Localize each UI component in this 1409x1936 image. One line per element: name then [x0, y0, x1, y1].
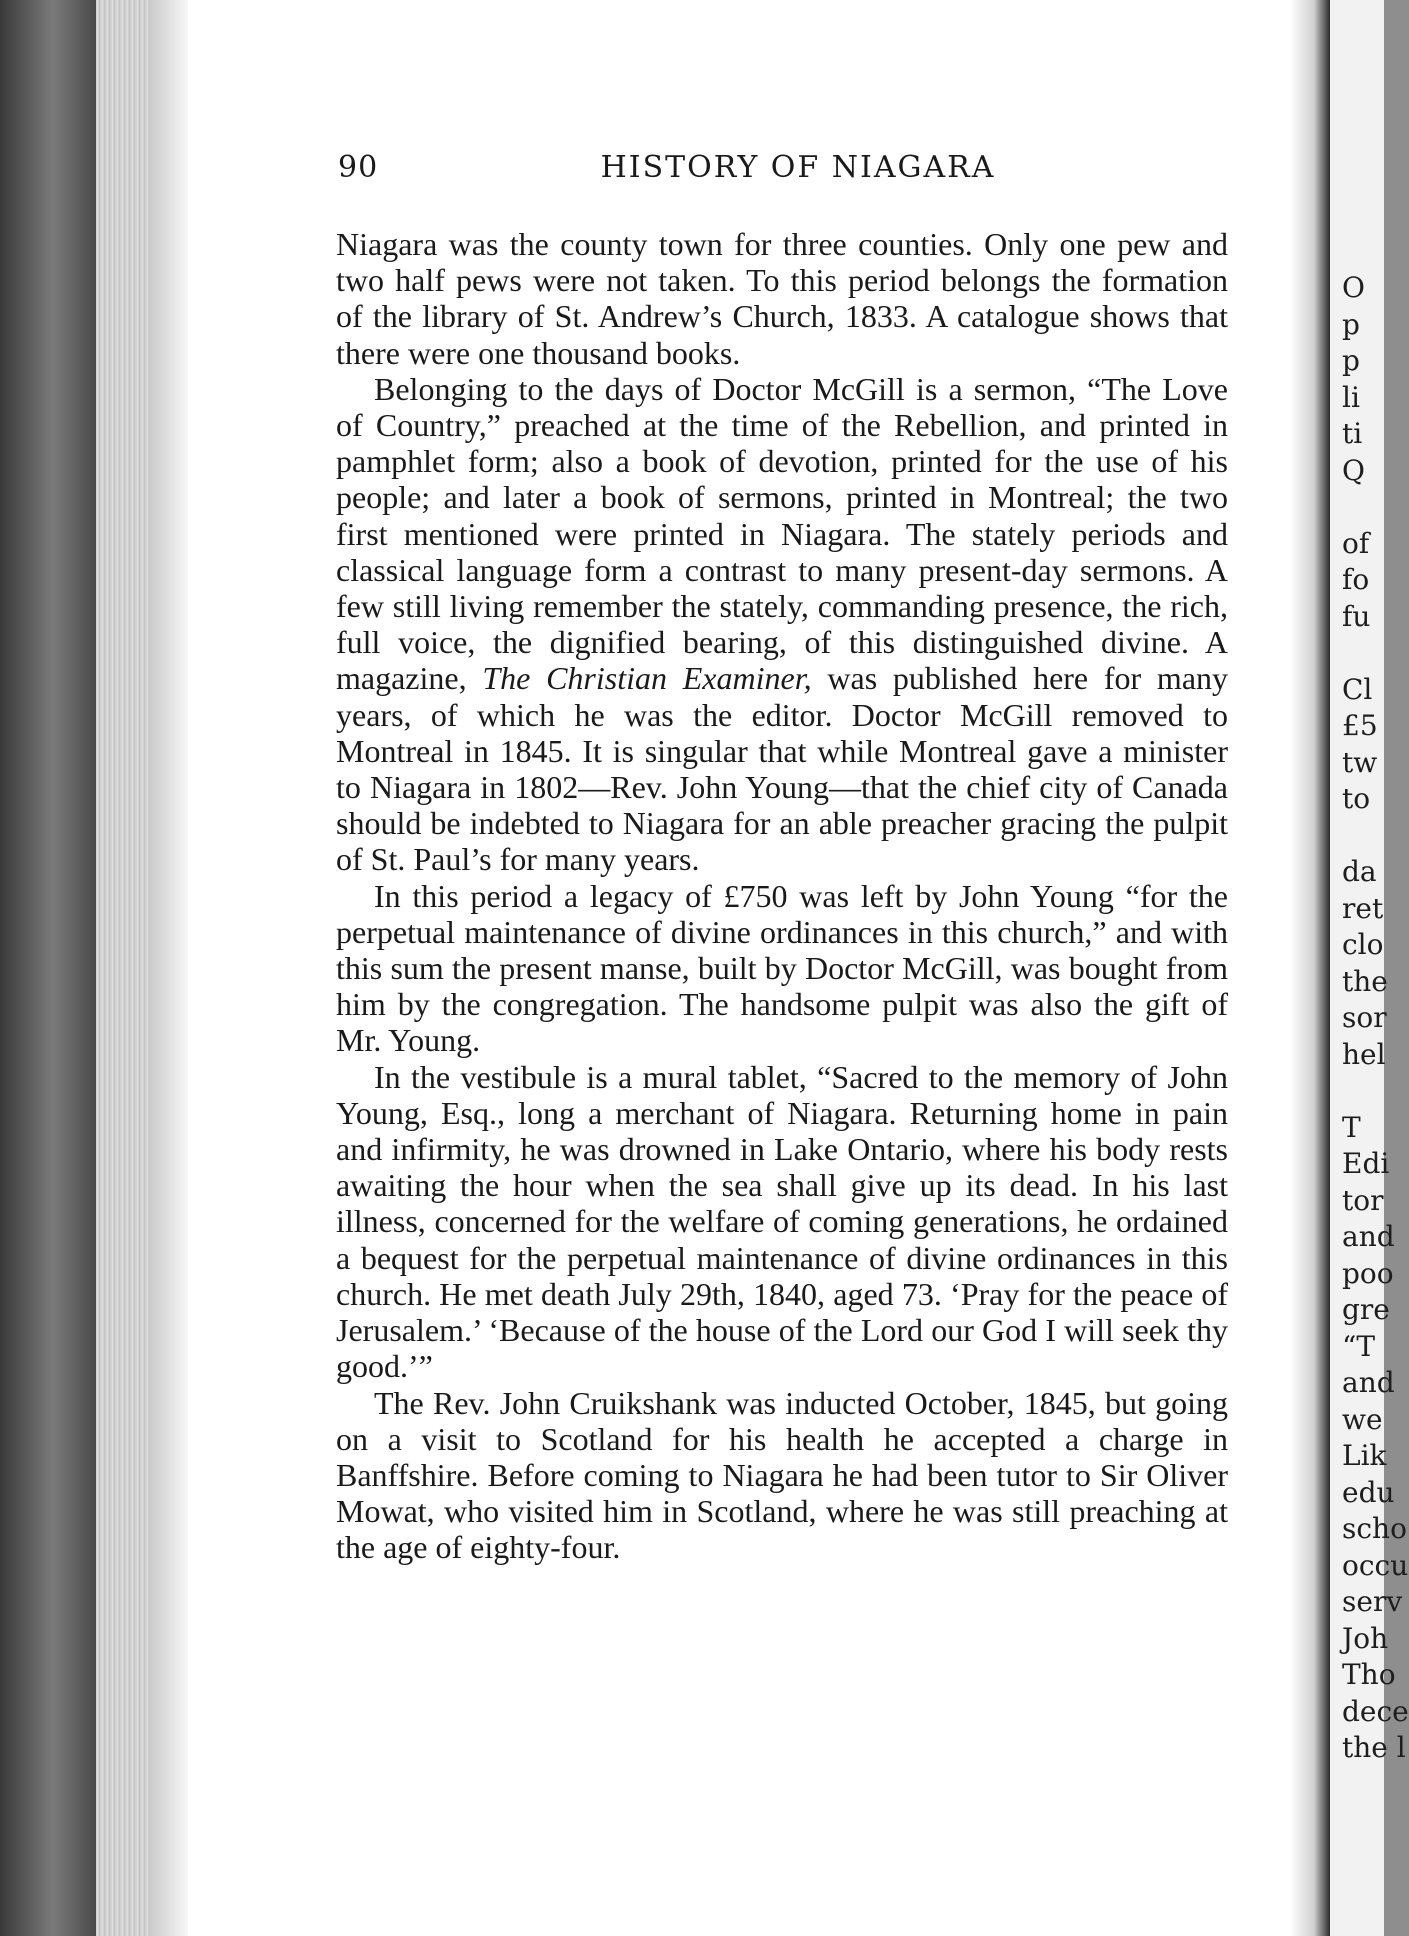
page-number: 90 — [338, 150, 379, 185]
paragraph-2-text: Belonging to the days of Doctor McGill is a sermon, “The Love of Country,” preached at the time of the Rebellion, and printed in pamphlet form; also a book of devotion, printed for the use of his people; and later a book of sermons, printed in Montreal; the two first mentioned were printed in Niagara. The stately periods and classical language form a contrast to many present-day sermons. A few still living remember the stately, commanding presence, the rich, full voice, the dignified bearing, of this distinguished divine. A magazine, — [336, 370, 1228, 697]
facing-page-text: O p p li ti Q of fo fu Cl £5 tw to da ret clo the sor hel T Edi tor and poo gre “T and we Lik edu scho occu serv Joh Tho dece the l — [1342, 271, 1409, 1764]
paragraph-1: Niagara was the county town for three counties. Only one pew and two half pews were not taken. To this period belongs the formation of the library of St. Andrew’s Church, 1833. A catalogue shows that there were one thousand books. — [336, 226, 1228, 371]
paragraph-3: In this period a legacy of £750 was left by John Young “for the perpetual maintenance of divine ordinances in this church,” and with this sum the present manse, built by Doctor McGill, was bought from him by the congregation. The handsome pulpit was also the gift of Mr. Young. — [336, 877, 1228, 1059]
page-stack-edge — [96, 0, 148, 1936]
paragraph-5: The Rev. John Cruikshank was inducted October, 1845, but going on a visit to Scotland for his health he accepted a charge in Banffshire. Before coming to Niagara he had been tutor to Sir Oliver Mowat, who visited him in Scotland, where he was still preaching at the age of eighty-four. — [336, 1384, 1228, 1566]
paragraph-2 — [336, 371, 1228, 878]
running-title: HISTORY OF NIAGARA — [600, 150, 996, 185]
magazine-title: The Christian Examiner, — [482, 660, 812, 697]
book-cover-edge — [0, 0, 96, 1936]
gutter-shadow-left — [148, 0, 188, 1936]
gutter-shadow-right — [1290, 0, 1330, 1936]
paragraph-4: In the vestibule is a mural tablet, “Sacred to the memory of John Young, Esq., long a merchant of Niagara. Returning home in pain and infirmity, he was drowned in Lake Ontario, where his body rests awaiting the hour when the sea shall give up its dead. In his last illness, concerned for the welfare of coming generations, he ordained a bequest for the perpetual maintenance of divine ordinances in this church. He met death July 29th, 1840, aged 73. ‘Pray for the peace of Jerusalem.’ ‘Because of the house of the Lord our God I will seek thy good.’” — [336, 1058, 1228, 1385]
page-body — [336, 226, 1228, 1566]
facing-page-fragment — [1330, 0, 1409, 1936]
paragraph-2-continued: was published here for many years, of which he was the editor. Doctor McGill removed to Montreal in 1845. It is singular that while Montreal gave a minister to Niagara in 1802—Rev. John Young—that the chief city of Canada should be indebted to Niagara for an able preacher gracing the pulpit of St. Paul’s for many years. — [336, 660, 1229, 878]
